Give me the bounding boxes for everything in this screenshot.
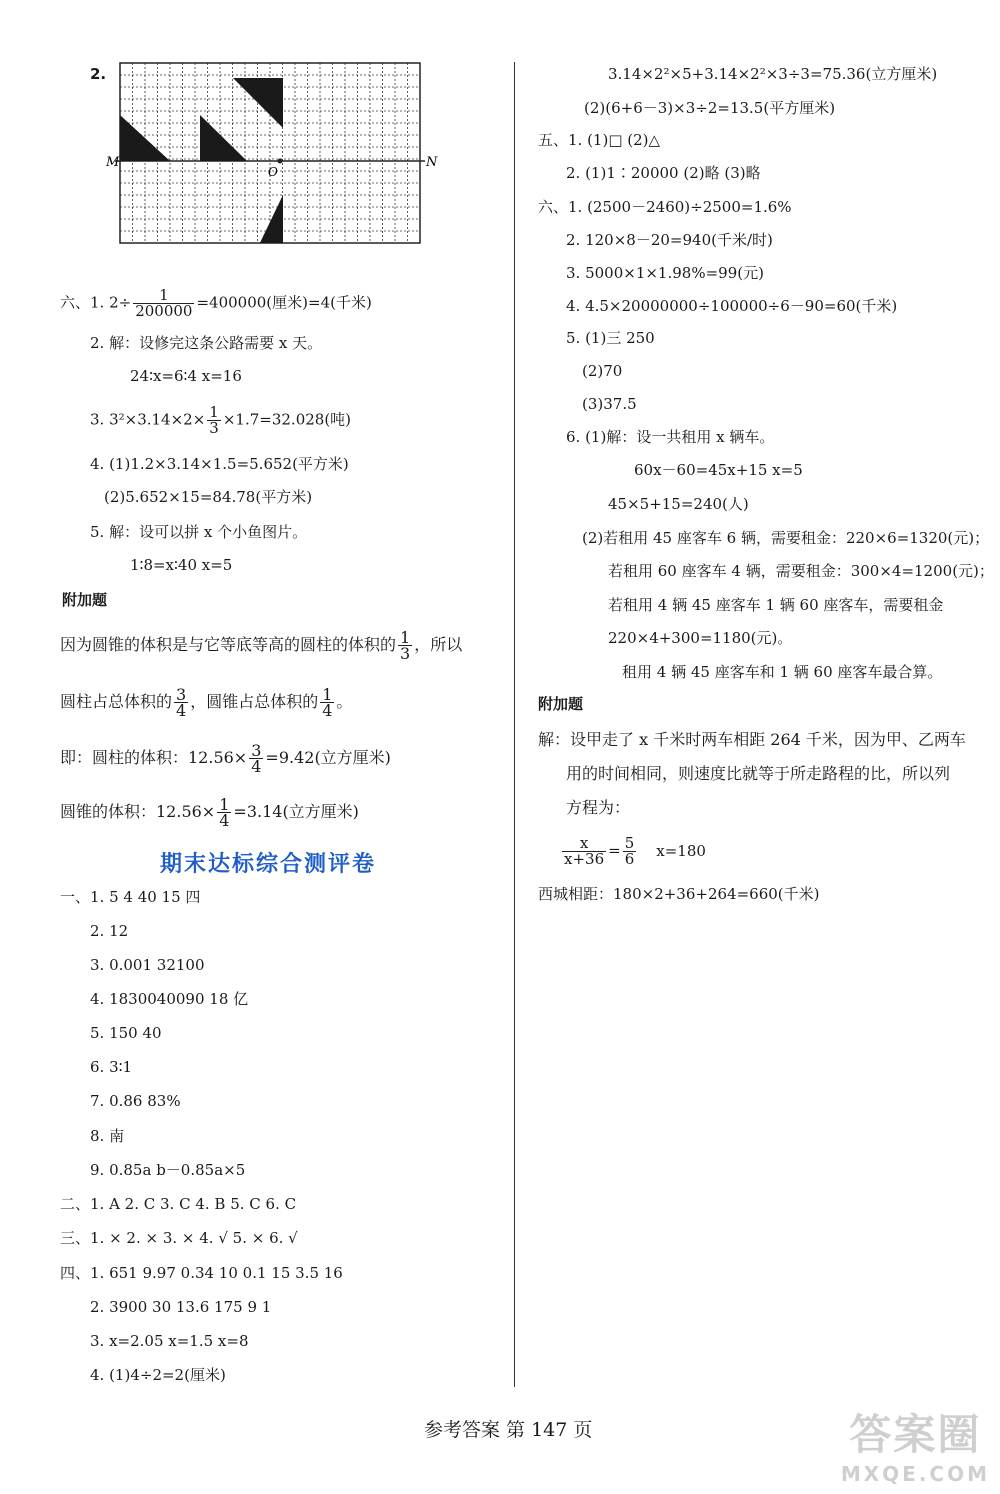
paragraph-line: 用的时间相同，则速度比就等于所走路程的比，所以列 — [566, 764, 951, 783]
label-n: N — [426, 155, 438, 170]
triangle-top-right — [233, 78, 283, 128]
equation-line: $\frac{x}{x+36}$ = $\frac{5}{6}$ x=180 — [564, 834, 706, 868]
page-footer: 参考答案 第 147 页 — [424, 1419, 593, 1441]
answer-line: 3.14×2²×5+3.14×2²×3÷3=75.36(立方厘米) — [608, 65, 938, 83]
paragraph-line: 圆锥的体积：12.56× $\frac{1}{4}$ =3.14(立方厘米) — [60, 795, 359, 830]
answer-line: 2. 3900 30 13.6 175 9 1 — [90, 1298, 272, 1316]
answer-line: 220×4+300=1180(元)。 — [608, 629, 793, 647]
answer-line: 5. (1)三 250 — [566, 329, 655, 347]
answer-line: 2. 120×8－20=940(千米/时) — [566, 231, 773, 249]
answer-line: 四、1. 651 9.97 0.34 10 0.1 15 3.5 16 — [60, 1264, 343, 1282]
column-divider — [514, 62, 515, 1387]
answer-line: 3. 0.001 32100 — [90, 956, 205, 974]
answer-line: 六、1. (2500－2460)÷2500=1.6% — [538, 198, 792, 216]
answer-line: 4. (1)4÷2=2(厘米) — [90, 1366, 226, 1384]
answer-line: 60x－60=45x+15 x=5 — [634, 461, 803, 479]
watermark-logo: 答案圈 MXQE.COM — [840, 1410, 990, 1486]
paragraph-line: 圆柱占总体积的 $\frac{3}{4}$ ，圆锥占总体积的 $\frac{1}{4}$ 。 — [60, 685, 353, 720]
triangle-left — [120, 115, 170, 161]
grid-question-number: 2. — [90, 65, 107, 83]
section-title: 期末达标综合测评卷 — [160, 852, 377, 877]
answer-line: 4. 4.5×20000000÷100000÷6－90=60(千米) — [566, 297, 898, 315]
answer-line: 9. 0.85a b－0.85a×5 — [90, 1161, 246, 1179]
label-m: M — [106, 155, 120, 170]
answer-line: 六、1. 2÷ $\frac{1}{200000}$ =400000(厘米)=4(千米) — [60, 286, 372, 320]
paragraph-line: 因为圆锥的体积是与它等底等高的圆柱的体积的 $\frac{1}{3}$ ，所以 — [60, 628, 463, 663]
answer-line: 三、1. × 2. × 3. × 4. √ 5. × 6. √ — [60, 1229, 298, 1247]
paragraph-line: 方程为： — [566, 798, 631, 817]
answer-line: 3. 3²×3.14×2× $\frac{1}{3}$ ×1.7=32.028(吨) — [90, 403, 352, 437]
paragraph-line: 即：圆柱的体积：12.56× $\frac{3}{4}$ =9.42(立方厘米) — [60, 741, 391, 776]
triangle-middle — [200, 115, 247, 161]
answer-line: 6. (1)解：设一共租用 x 辆车。 — [566, 428, 775, 446]
answer-line: 若租用 4 辆 45 座客车 1 辆 60 座客车，需要租金 — [608, 596, 944, 614]
bonus-heading: 附加题 — [62, 591, 108, 609]
answer-line: 五、1. (1)□ (2)△ — [538, 131, 661, 149]
answer-line: (2)5.652×15=84.78(平方米) — [104, 488, 313, 506]
answer-line: 3. x=2.05 x=1.5 x=8 — [90, 1332, 249, 1350]
bonus-heading: 附加题 — [538, 695, 584, 713]
answer-line: 5. 解：设可以拼 x 个小鱼图片。 — [90, 523, 308, 541]
answer-line: 3. 5000×1×1.98%=99(元) — [566, 264, 764, 282]
answer-line: 7. 0.86 83% — [90, 1092, 181, 1110]
answer-line: 西城相距：180×2+36+264=660(千米) — [538, 885, 820, 903]
answer-line: 2. 12 — [90, 922, 129, 940]
answer-line: 8. 南 — [90, 1127, 125, 1145]
answer-line: 二、1. A 2. C 3. C 4. B 5. C 6. C — [60, 1195, 297, 1213]
answer-line: 2. (1)1∶20000 (2)略 (3)略 — [566, 164, 761, 182]
answer-line: 一、1. 5 4 40 15 四 — [60, 888, 201, 906]
answer-line: 5. 150 40 — [90, 1024, 162, 1042]
answer-line: 24∶x=6∶4 x=16 — [130, 367, 242, 385]
answer-line: (2)若租用 45 座客车 6 辆，需要租金：220×6=1320(元)； — [582, 529, 990, 547]
answer-line: 租用 4 辆 45 座客车和 1 辆 60 座客车最合算。 — [622, 663, 943, 681]
answer-line: 若租用 60 座客车 4 辆，需要租金：300×4=1200(元)； — [608, 562, 994, 580]
grid-figure — [100, 58, 440, 248]
label-o: O — [268, 165, 278, 179]
answer-line: 4. (1)1.2×3.14×1.5=5.652(平方米) — [90, 455, 349, 473]
paragraph-line: 解：设甲走了 x 千米时两车相距 264 千米，因为甲、乙两车 — [538, 730, 966, 749]
answer-line: 6. 3∶1 — [90, 1058, 133, 1076]
answer-line: 1∶8=x∶40 x=5 — [130, 556, 233, 574]
answer-line: 45×5+15=240(人) — [608, 495, 749, 513]
answer-line: (3)37.5 — [582, 395, 637, 413]
answer-line: 2. 解：设修完这条公路需要 x 天。 — [90, 334, 323, 352]
answer-line: (2)(6+6－3)×3÷2=13.5(平方厘米) — [584, 99, 836, 117]
answer-line: (2)70 — [582, 362, 623, 380]
answer-line: 4. 1830040090 18 亿 — [90, 990, 249, 1008]
